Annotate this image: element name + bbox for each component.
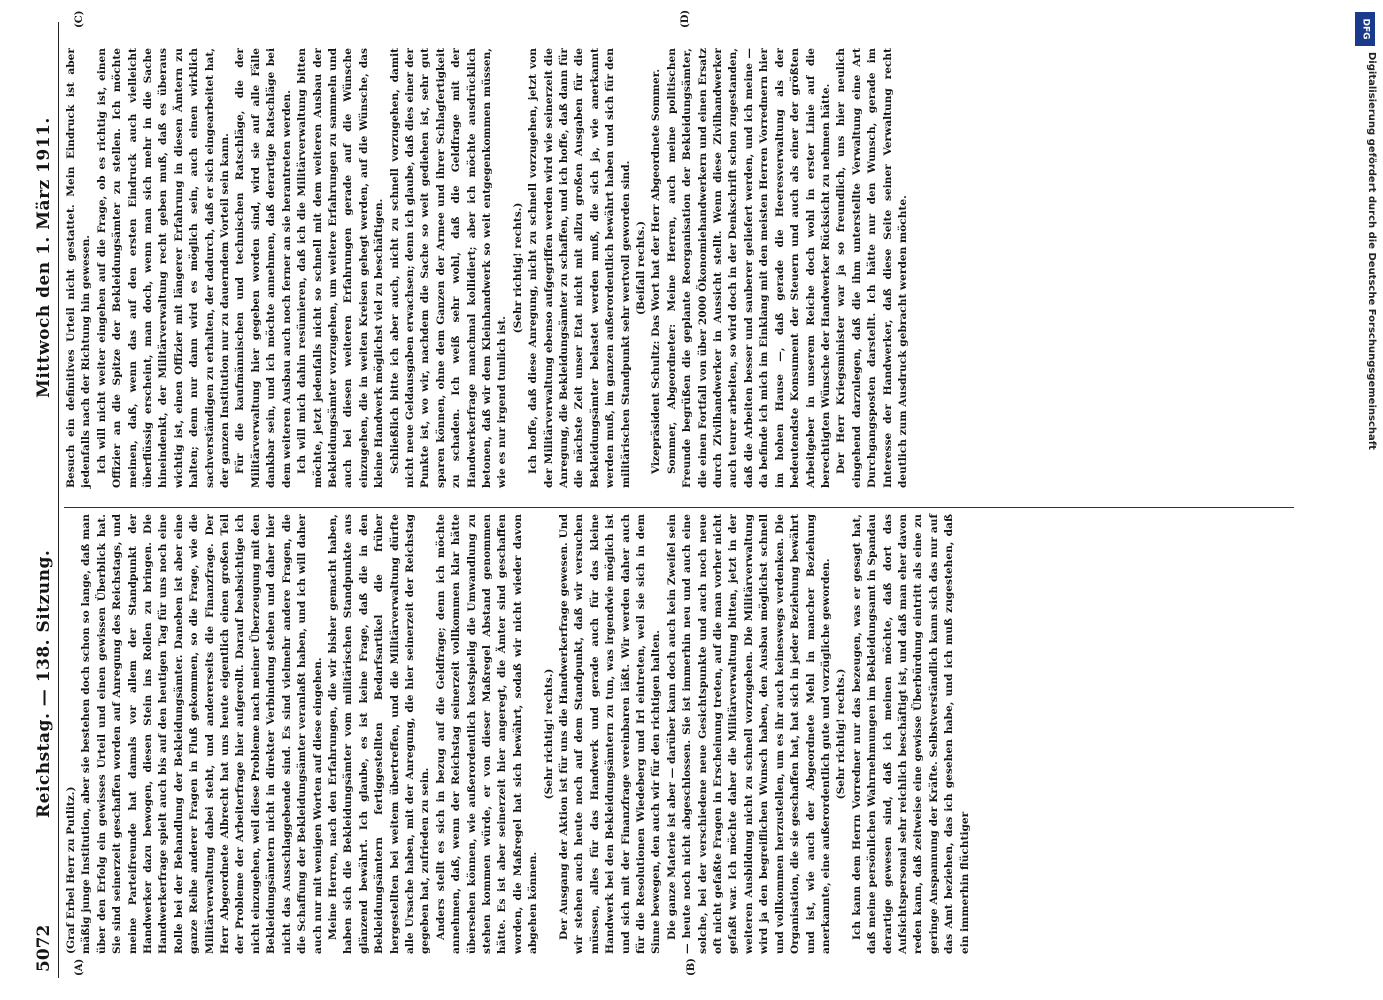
speaker-line: (Graf Erbel Herr zu Putlitz.) [65, 786, 77, 954]
paragraph: Für die kaufmännischen und technischen Ratschläge, die der Militärverwaltung hier gegeben worden sind, wird sie auf alle Fälle dankbar sein, und ich möchte annehmen, daß derartige Ratschläge bei dem weiteren Ausbau auch noch ferner an sie herantreten werden. [234, 48, 293, 488]
header-right-title: Mittwoch den 1. März 1911. [34, 117, 54, 398]
paragraph: Die ganze Materie ist aber — darüber kann doch auch kein Zweifel sein — heute noch nicht abgeschlossen. Sie ist immerhin neu und auch eine solche, bei der verschiedene neue Gesichtspunkte und auch noch neue oft nicht gefaßte Fragen in Erscheinung treten, auf die man vorher nicht gefaßt war. Ich möchte daher die Militärverwaltung bitten, jetzt in der weiteren Ausbildung nicht zu schnell vorzugehen. Die Militärverwaltung wird ja den begreiflichen Wunsch haben, den Ausbau möglichst schnell und vollkommen herzustellen, um es ihr auch keineswegs verdenken. Die Organisation, die sie geschaffen hat, hat sich in jeder Beziehung bewährt und ist, wie auch der Abgeordnete Mehl in mancher Beziehung anerkannte, eine außerordentlich gute und vorzügliche geworden. [665, 514, 832, 954]
interjection: (Beifall rechts.) [635, 221, 648, 315]
header-left-title: Reichstag. — 138. Sitzung. [34, 549, 54, 818]
paragraph: Der Herr Kriegsminister war ja so freundlich, uns hier neulich eingehend darzulegen, daß die ihm unterstellte Verwaltung eine Art Durchgangsposten darstellt. Ich hätte nur den Wunsch, gerade im Interesse der Handwerker, daß diese Seite seiner Verwaltung recht deutlich zum Ausdruck gebracht werden möchte. [835, 48, 909, 488]
paragraph: Sommer, Abgeordneter: Meine Herren, auch meine politischen Freunde begrüßen die geplante Reorganisation der Bekleidungsämter, die einen Fortfall von über 2000 Ökonomiehandwerkern und einen Ersatz durch Zivilhandwerker in Aussicht stellt. Wenn diese Zivilhandwerker auch teurer arbeiten, so wird doch in der Denkschrift schon zugestanden, daß die Arbeiten besser und sauberer geliefert werden, und ich meine — da befinde ich mich im Einklang mit den meisten Herren Vorrednern hier im hohen Hause —, daß gerade die Heeresverwaltung als der bedeutendste Konsument der Steuern und auch als einer der größten Arbeitgeber in unserem Reiche doch wohl in erster Linie auf die berechtigten Wünsche der Handwerker Rücksicht zu nehmen hätte. [665, 48, 832, 488]
paragraph: Besuch ein definitives Urteil nicht gestattet. Mein Eindruck ist aber jedenfalls nach der Richtung hin gewesen. [65, 48, 93, 488]
header-rule [58, 22, 59, 978]
paragraph: Schließlich bitte ich aber auch, nicht zu schnell vorzugehen, damit nicht neue Geldausgaben erwachsen; denn ich glaube, daß dies einer der Punkte ist, wo wir, nachdem die Sache so weit gediehen ist, sehr gut sparen können, ohne dem Ganzen der Armee und ihrer Schlagfertigkeit zu schaden. Ich weiß sehr wohl, daß die Geldfrage mit der Handwerkerfrage manchmal kollidiert; aber ich möchte ausdrücklich betonen, daß wir dem Kleinhandwerk so weit entgegenkommen müssen, wie es nur irgend tunlich ist. [388, 48, 509, 488]
speaker-announcement: Vizepräsident Schultz: Das Wort hat der Herr Abgeordnete Sommer. [650, 68, 663, 474]
margin-marker-c: (C) [74, 10, 85, 28]
digitization-credit [1355, 8, 1379, 993]
column-separator [64, 507, 1294, 508]
paragraph: Meine Herren, nach den Erfahrungen, die wir bisher gemacht haben, haben sich die Bekleidungsämter vom militärischen Standpunkte aus glänzend bewährt. Ich glaube, es ist keine Frage, daß die in den Bekleidungsämtern fertiggestellten Bedarfsartikel die früher hergestellten bei weitem übertreffen, und die Militärverwaltung dürfte alle Ursache haben, mit der Anregung, die hier seinerzeit der Reichstag gegeben hat, zufrieden zu sein. [326, 514, 432, 954]
page-number: 5072 [34, 924, 54, 972]
paragraph: Ich kann dem Herrn Vorredner nur das bezeugen, was er gesagt hat, daß meine persönlichen Wahrnehmungen im Bekleidungsamt in Spandau derartige gewesen sind, daß ich meinen möchte, daß dort das Aufsichtspersonal sehr reichlich beschäftigt ist, und daß man eher davon reden kann, daß zeitweise eine gewisse Überbürdung eintritt als eine zu geringe Anspannung der Kräfte. Selbstverständlich kann sich das nur auf das Amt beziehen, das ich gesehen habe, und ich muß zugestehen, daß ein immerhin flüchtiger [850, 514, 971, 954]
paragraph: Ich will mich dahin resümieren, daß ich die Militärverwaltung bitten möchte, jetzt jedenfalls nicht so schnell mit dem weiteren Ausbau der Bekleidungsämter vorzugehen, um weitere Erfahrungen zu sammeln und auch bei diesen weiteren Erfahrungen gerade auf die Wünsche einzugehen, die in weiten Kreisen gehegt werden, auf die Wünsche, das kleine Handwerk möglichst viel zu beschäftigen. [296, 48, 386, 488]
paragraph: Der Ausgang der Aktion ist für uns die Handwerkerfrage gewesen. Und wir stehen auch heute noch auf dem Standpunkt, daß wir versuchen müssen, alles für das Handwerk und gerade auch für das kleine Handwerk bei den Bekleidungsämtern zu tun, was irgendwie möglich ist und sich mit der Finanzfrage vereinbaren läßt. Wir werden daher auch für die Resolutionen Wiedeberg und Irl eintreten, weil sie sich in dem Sinne bewegen, den auch wir für den richtigen halten. [558, 514, 663, 954]
credit-text: Digitalisierung gefördert durch die Deutsche Forschungsgemeinschaft [1366, 52, 1377, 450]
interjection: (Sehr richtig! rechts.) [511, 202, 524, 334]
page-header [30, 22, 60, 978]
margin-marker-b: (B) [686, 958, 697, 976]
paragraph: mäßig junge Institution, aber sie bestehen doch schon so lange, daß man über den Erfolg ein gewisses Urteil und einen gewissen Überblick hat. Sie sind seinerzeit geschaffen worden auf Anregung des Reichstags, und meine Parteifreunde hat damals vor allem der Standpunkt der Handwerker dazu bewogen, diesen Stein ins Rollen zu bringen. Die Handwerkerfrage spielt auch bis auf den heutigen Tag für uns noch eine Rolle bei der Behandlung der Bekleidungsämter. Daneben ist aber eine ganze Reihe anderer Fragen in Fluß gekommen, so die Frage, wie die Militärverwaltung dabei steht, und andererseits die Finanzfrage. Der Herr Abgeordnete Albrecht hat uns heute eigentlich einen großen Teil der Probleme der Arbeiterfrage hier aufgerollt. Darauf beabsichtige ich nicht einzugehen, weil diese Probleme nach meiner Überzeugung mit den Bekleidungsämtern nicht in direkter Verbindung stehen und daher hier nicht das Ausschlaggebende sind. Es sind vielmehr andere Fragen, die die Schaffung der Bekleidungsämter veranlaßt haben, und ich will daher auch nur mit wenigen Worten auf diese eingehen. [80, 514, 324, 954]
margin-marker-a: (A) [74, 958, 85, 976]
paragraph: Ich will nicht weiter eingehen auf die Frage, ob es richtig ist, einen Offizier an die Spitze der Bekleidungsämter zu stellen. Ich möchte meinen, daß, wenn das auf den ersten Eindruck auch vielleicht überflüssig erscheint, man doch, wenn man sich mehr in die Sache hineindenkt, der Militärverwaltung recht geben muß, daß es überaus wichtig ist, einen Offizier mit längerer Erfahrung in diesen Ämtern zu halten; denn nur dann wird es möglich sein, auch einen wirklich sachverständigen zu erhalten, der dadurch, daß er sich eingearbeitet hat, der ganzen Institution nur zu dauerndem Vorteil sein kann. [95, 48, 232, 488]
dfg-logo: DFG [1355, 12, 1375, 46]
interjection: (Sehr richtig! rechts.) [835, 668, 848, 800]
right-text-column [64, 48, 911, 488]
margin-marker-d: (D) [680, 9, 691, 28]
interjection: (Sehr richtig! rechts.) [542, 668, 555, 800]
paragraph: Ich hoffe, daß diese Anregung, nicht zu schnell vorzugehen, jetzt von der Militärverwaltung ebenso aufgegriffen werden wird wie seinerzeit die Anregung, die Bekleidungsämter zu schaffen, und ich hoffe, daß dann für die nächste Zeit unser Etat nicht mit allzu großen Ausgaben für die Bekleidungsämter belastet werden muß, die sich ja, wie anerkannt werden muß, im ganzen außerordentlich bewährt haben und sich für den militärischen Standpunkt sehr wertvoll geworden sind. [527, 48, 632, 488]
left-text-column [64, 514, 973, 954]
paragraph: Anders stellt es sich in bezug auf die Geldfrage; denn ich möchte annehmen, daß, wenn der Reichstag seinerzeit vollkommen klar hätte übersehen können, wie außerordentlich kostspielig die Umwandlung zu stehen kommen würde, er von dieser Maßregel Abstand genommen hätte. Es ist aber seinerzeit hier angeregt, die Ämter sind geschaffen worden, die Maßregel hat sich bewährt, sodaß wir nicht wieder davon abgehen können. [434, 514, 540, 954]
